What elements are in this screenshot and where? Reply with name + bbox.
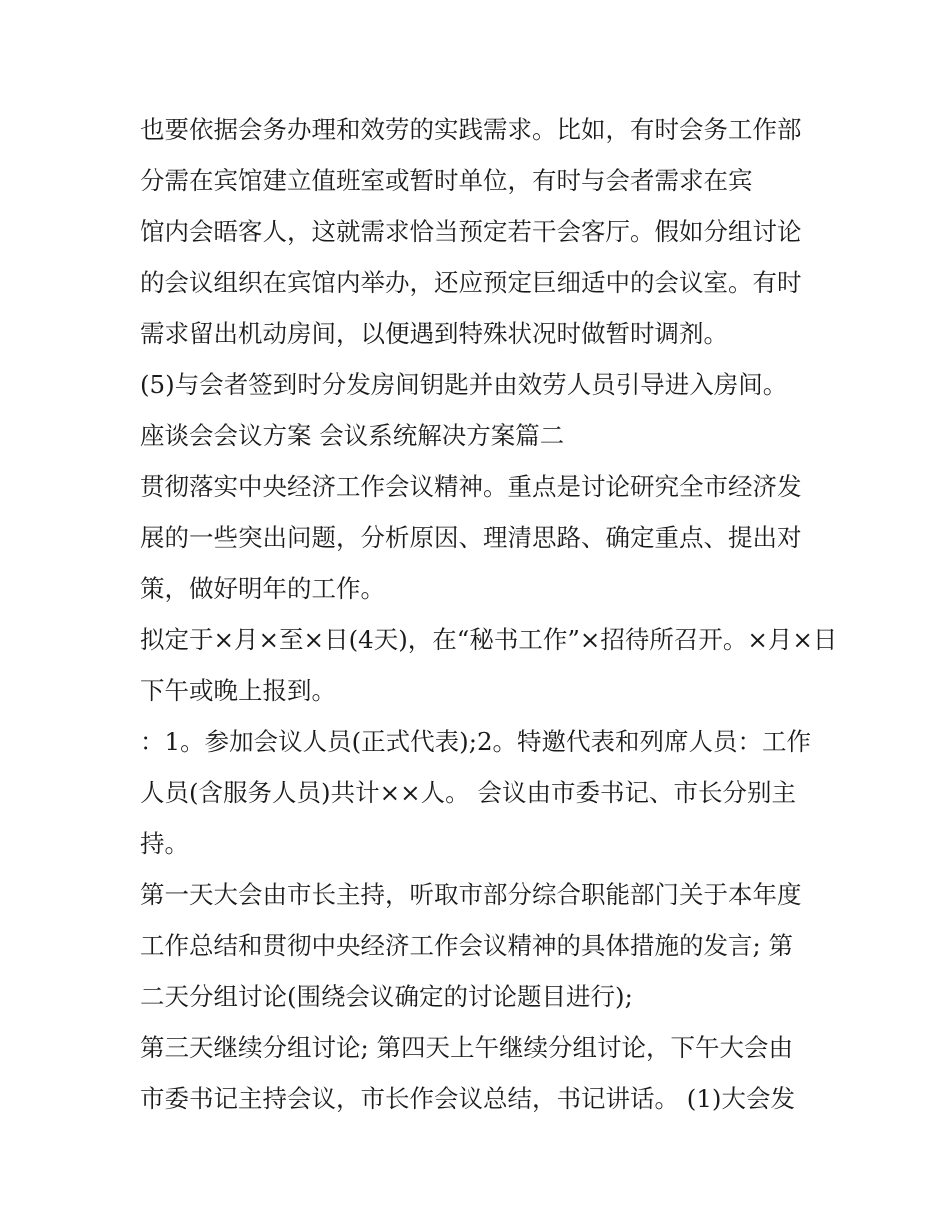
text-line: 分需在宾馆建立值班室或暂时单位，有时与会者需求在宾 [140, 166, 753, 195]
text-line: 第一天大会由市长主持，听取市部分综合职能部门关于本年度 [140, 880, 802, 909]
text-line: 二天分组讨论(围绕会议确定的讨论题目进行); [140, 982, 633, 1011]
text-line: 贯彻落实中央经济工作会议精神。重点是讨论研究全市经济发 [140, 472, 802, 501]
text-line: 的会议组织在宾馆内举办，还应预定巨细适中的会议室。有时 [140, 268, 802, 297]
text-line: 持。 [140, 829, 189, 858]
body-text [140, 104, 838, 1124]
text-line: 策，做好明年的工作。 [140, 574, 385, 603]
text-line: 下午或晚上报到。 [140, 676, 336, 705]
text-line: 馆内会晤客人，这就需求恰当预定若干会客厅。假如分组讨论 [140, 217, 802, 246]
section-heading: 座谈会会议方案 会议系统解决方案篇二 [140, 421, 565, 450]
text-line: 工作总结和贯彻中央经济工作会议精神的具体措施的发言; 第 [140, 931, 794, 960]
text-line: 人员(含服务人员)共计××人。 会议由市委书记、市长分别主 [140, 778, 796, 807]
text-line: 市委书记主持会议，市长作会议总结，书记讲话。 (1)大会发 [140, 1084, 795, 1113]
text-line: 拟定于×月×至×日(4天)，在“秘书工作”×招待所召开。×月×日 [140, 625, 838, 654]
text-line: 也要依据会务办理和效劳的实践需求。比如，有时会务工作部 [140, 115, 802, 144]
text-line: ：1。参加会议人员(正式代表);2。特邀代表和列席人员：工作 [140, 727, 812, 756]
text-line: 需求留出机动房间，以便遇到特殊状况时做暂时调剂。 [140, 319, 728, 348]
text-line: (5)与会者签到时分发房间钥匙并由效劳人员引导进入房间。 [140, 370, 788, 399]
text-line: 展的一些突出问题，分析原因、理清思路、确定重点、提出对 [140, 523, 802, 552]
text-line: 第三天继续分组讨论; 第四天上午继续分组讨论，下午大会由 [140, 1033, 794, 1062]
